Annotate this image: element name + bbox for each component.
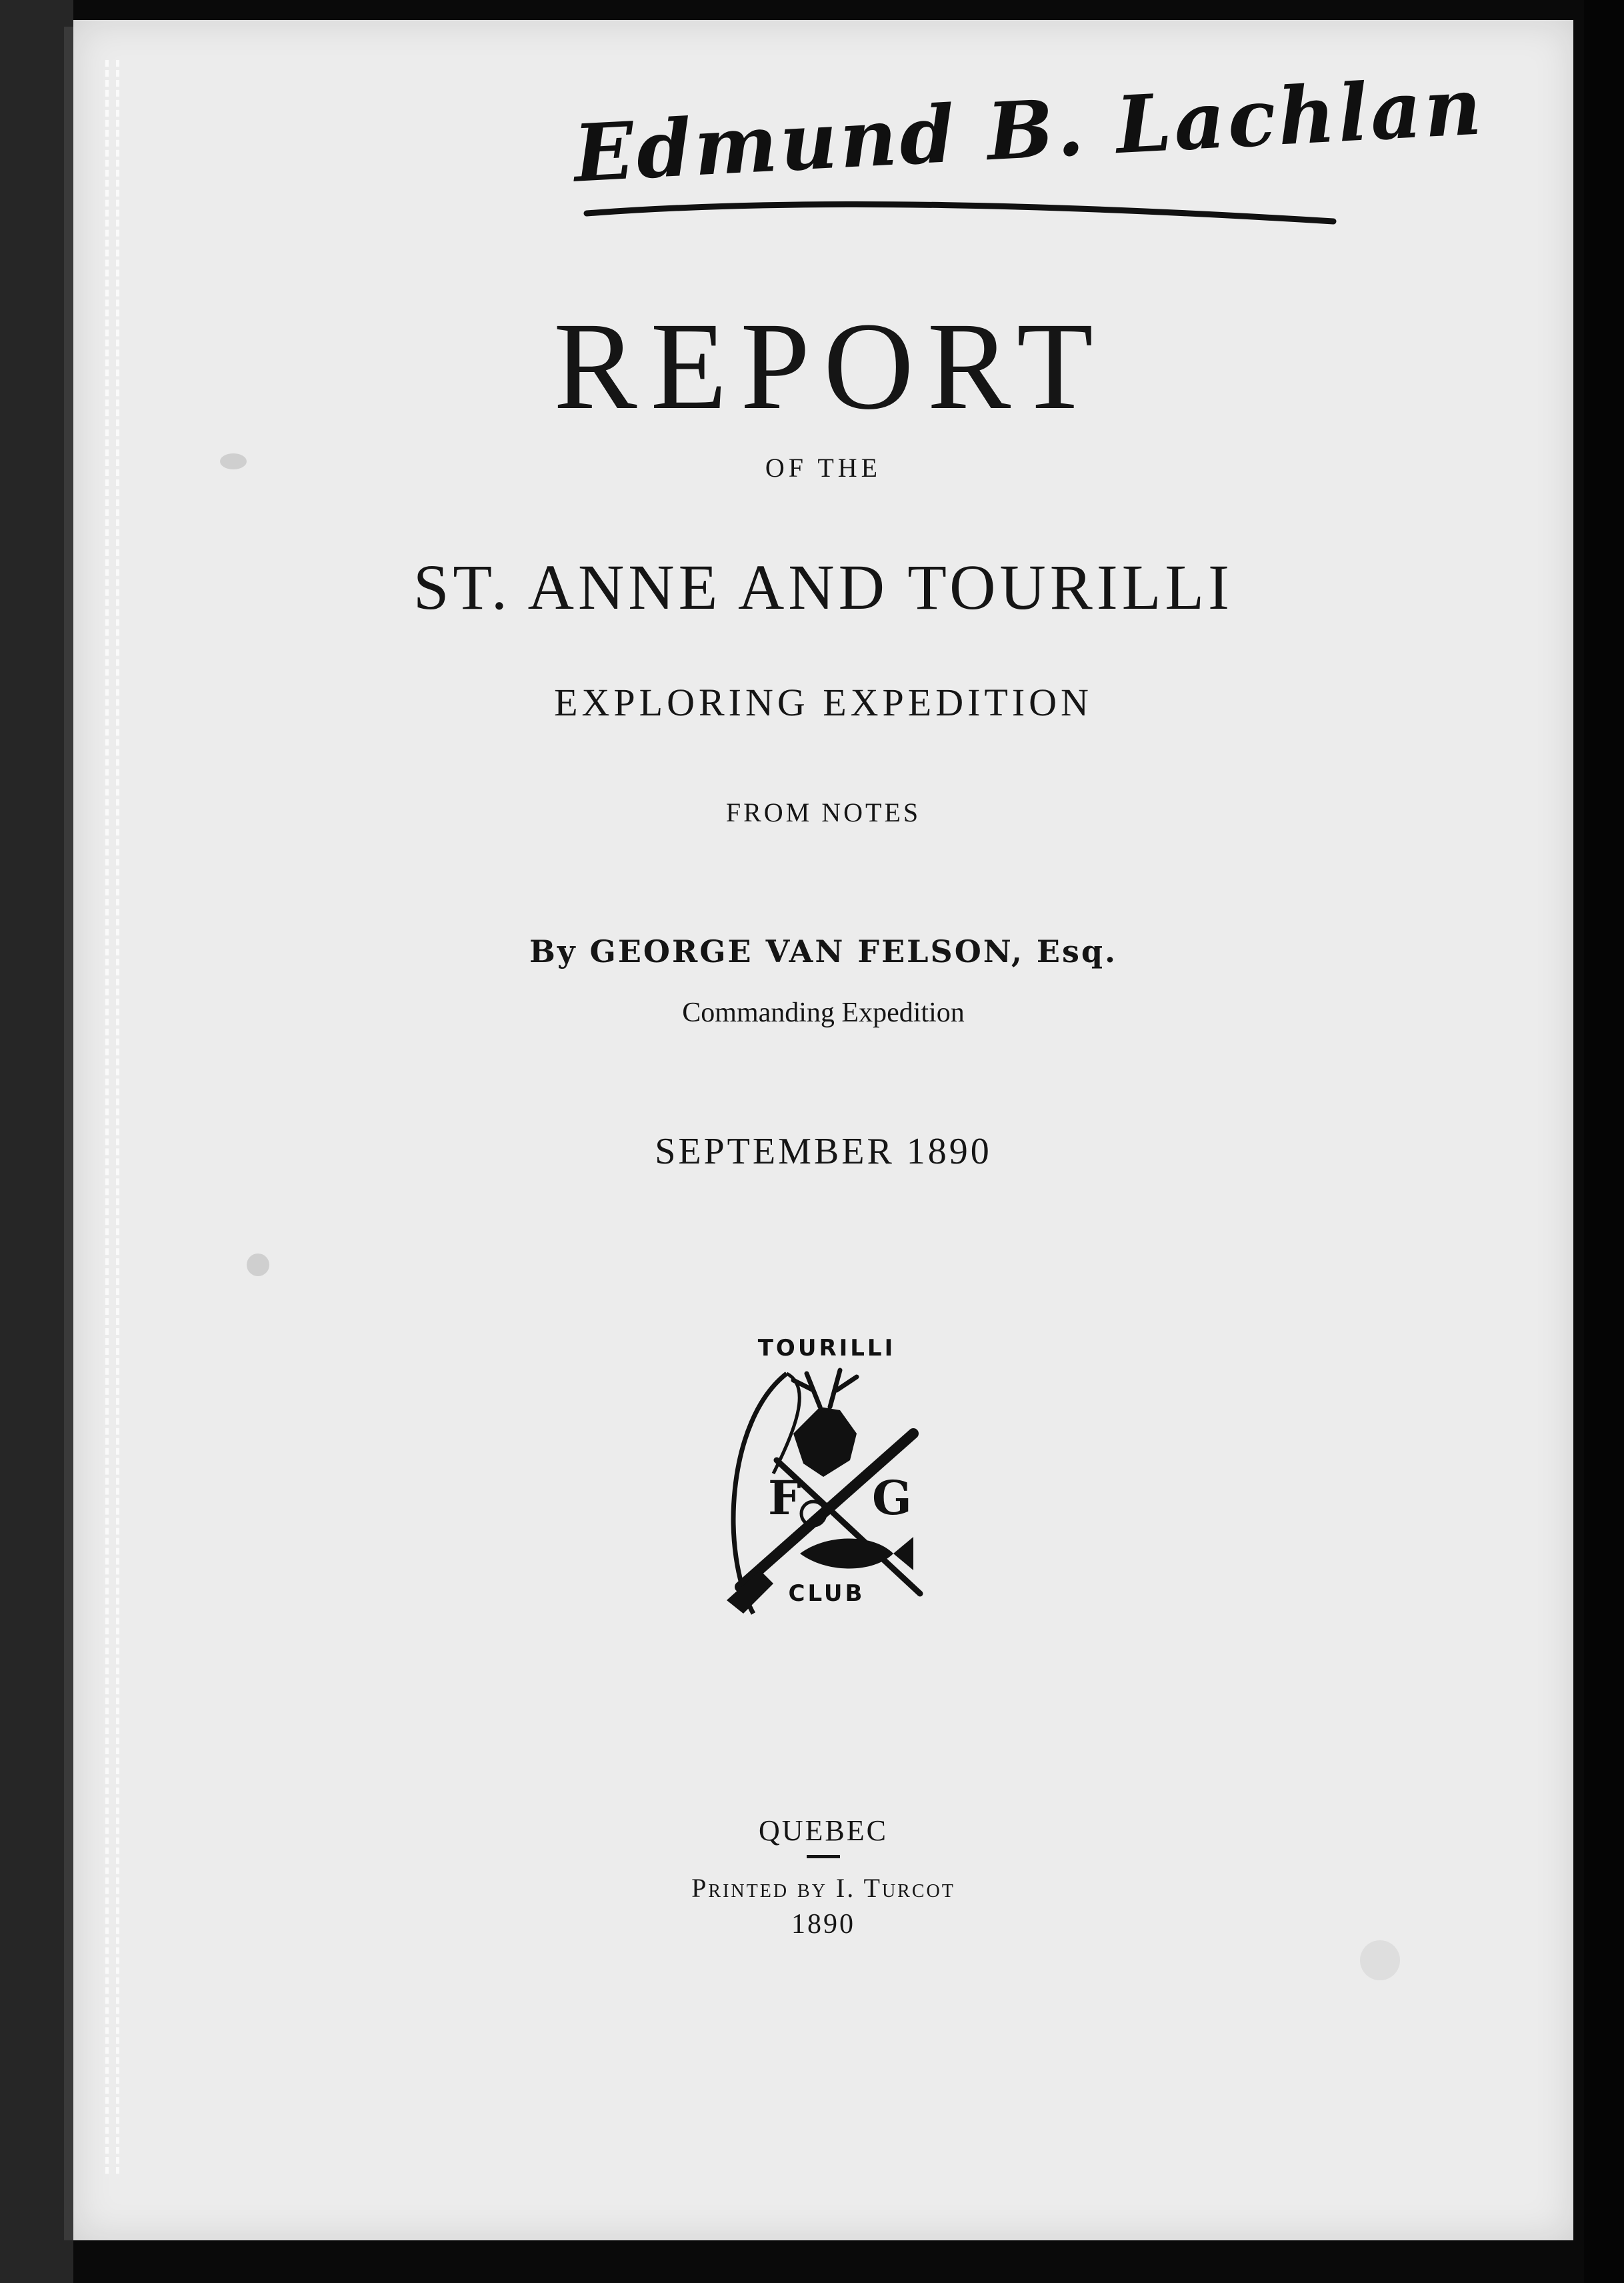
emblem-letter-g: G — [872, 1470, 912, 1526]
emblem-bottom-text: CLUB — [788, 1580, 865, 1607]
imprint-rule — [807, 1855, 840, 1858]
club-emblem — [713, 1334, 940, 1627]
handwritten-signature — [473, 47, 1487, 247]
author-role: Commanding Expedition — [682, 997, 965, 1028]
spine-edge — [64, 27, 73, 2240]
title-connector: OF THE — [765, 453, 882, 483]
imprint-printer: Printed by I. Turcot — [691, 1873, 955, 1903]
expedition-type: EXPLORING EXPEDITION — [554, 681, 1093, 724]
title-page — [73, 20, 1573, 2240]
book-spine — [0, 0, 73, 2283]
imprint-year: 1890 — [791, 1909, 855, 1940]
expedition-name: ST. ANNE AND TOURILLI — [413, 551, 1233, 623]
author-line: By GEORGE VAN FELSON, Esq. — [529, 933, 1118, 969]
signature-text: Edmund B. Lachlan — [571, 59, 1487, 200]
report-title: REPORT — [553, 296, 1107, 435]
emblem-top-text: TOURILLI — [757, 1335, 896, 1362]
publication-date: SEPTEMBER 1890 — [655, 1131, 992, 1172]
emblem-letter-f: F — [768, 1470, 801, 1526]
imprint-city: QUEBEC — [759, 1814, 888, 1847]
from-notes: FROM NOTES — [725, 797, 921, 827]
page-edge-shadow — [1584, 0, 1624, 2283]
